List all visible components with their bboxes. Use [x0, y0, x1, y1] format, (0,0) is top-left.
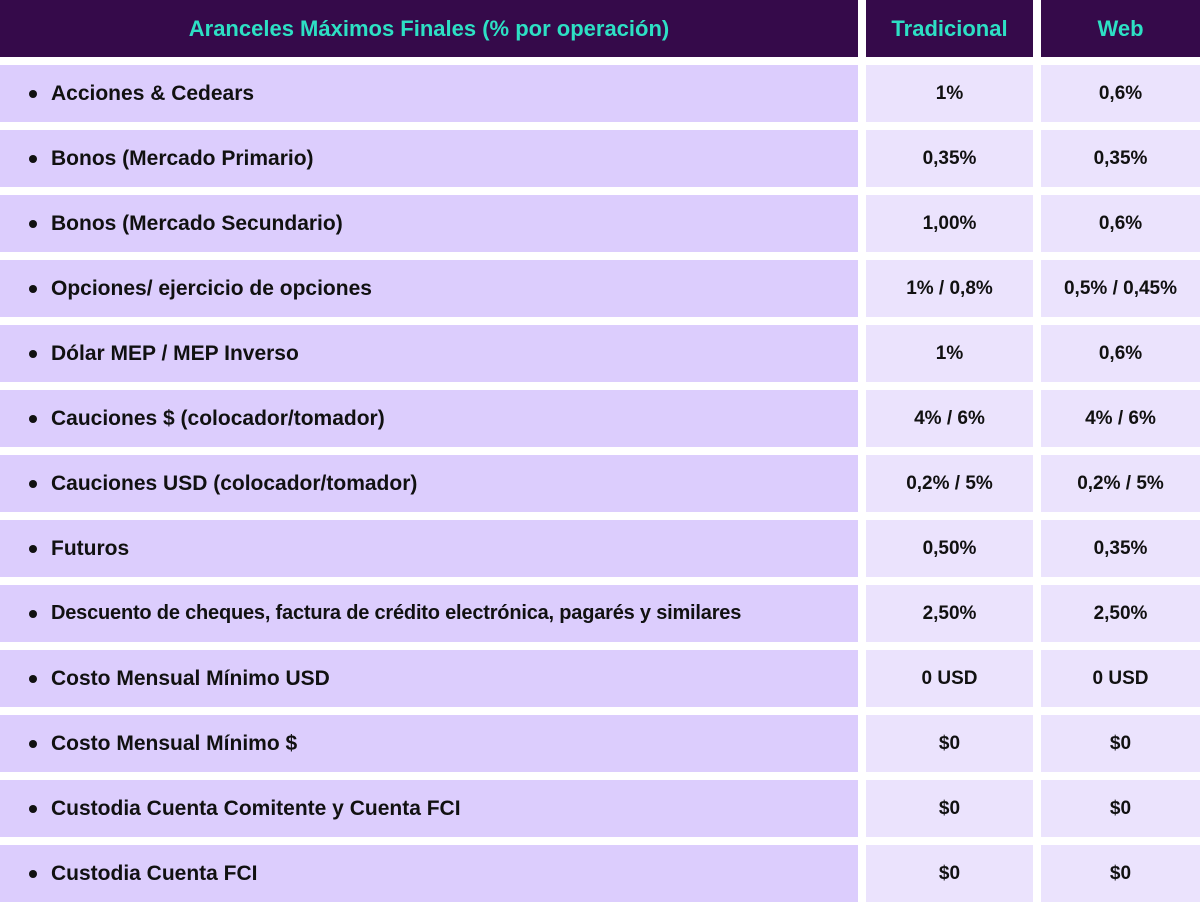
traditional-value: $0: [866, 780, 1033, 837]
concept-label: Costo Mensual Mínimo $: [51, 731, 298, 755]
traditional-value: 0,2% / 5%: [866, 455, 1033, 512]
table-row: [0, 260, 1200, 317]
bullet-icon: [29, 675, 37, 683]
concept-cell: [0, 650, 858, 707]
concept-cell: [0, 390, 858, 447]
traditional-value: $0: [866, 845, 1033, 902]
table-row: [0, 650, 1200, 707]
concept-cell: [0, 520, 858, 577]
traditional-value: 1%: [866, 65, 1033, 122]
web-value: $0: [1041, 780, 1200, 837]
header-traditional: Tradicional: [866, 0, 1033, 57]
web-value: 0 USD: [1041, 650, 1200, 707]
traditional-value: 4% / 6%: [866, 390, 1033, 447]
table-row: [0, 195, 1200, 252]
bullet-icon: [29, 285, 37, 293]
web-value: $0: [1041, 715, 1200, 772]
concept-label: Dólar MEP / MEP Inverso: [51, 341, 299, 365]
bullet-icon: [29, 545, 37, 553]
concept-label: Cauciones $ (colocador/tomador): [51, 406, 385, 430]
concept-label: Opciones/ ejercicio de opciones: [51, 276, 372, 300]
table-row: [0, 325, 1200, 382]
concept-label: Acciones & Cedears: [51, 81, 255, 105]
traditional-value: 0,35%: [866, 130, 1033, 187]
concept-label: Descuento de cheques, factura de crédito electrónica, pagarés y similares: [51, 602, 742, 624]
concept-cell: [0, 130, 858, 187]
header-concept: Aranceles Máximos Finales (% por operación): [0, 0, 858, 57]
web-value: 4% / 6%: [1041, 390, 1200, 447]
table-row: [0, 65, 1200, 122]
concept-label: Costo Mensual Mínimo USD: [51, 666, 330, 690]
table-row: [0, 390, 1200, 447]
bullet-icon: [29, 90, 37, 98]
concept-cell: [0, 455, 858, 512]
bullet-icon: [29, 740, 37, 748]
bullet-icon: [29, 870, 37, 878]
web-value: $0: [1041, 845, 1200, 902]
web-value: 2,50%: [1041, 585, 1200, 642]
traditional-value: 0 USD: [866, 650, 1033, 707]
concept-label: Custodia Cuenta Comitente y Cuenta FCI: [51, 796, 461, 820]
web-value: 0,2% / 5%: [1041, 455, 1200, 512]
concept-label: Bonos (Mercado Secundario): [51, 211, 343, 235]
traditional-value: $0: [866, 715, 1033, 772]
bullet-icon: [29, 480, 37, 488]
table-row: [0, 715, 1200, 772]
bullet-icon: [29, 155, 37, 163]
traditional-value: 1%: [866, 325, 1033, 382]
concept-cell: [0, 65, 858, 122]
concept-cell: [0, 325, 858, 382]
traditional-value: 1% / 0,8%: [866, 260, 1033, 317]
concept-cell: [0, 260, 858, 317]
table-row: [0, 455, 1200, 512]
concept-label: Bonos (Mercado Primario): [51, 146, 314, 170]
concept-label: Cauciones USD (colocador/tomador): [51, 471, 418, 495]
traditional-value: 1,00%: [866, 195, 1033, 252]
web-value: 0,35%: [1041, 520, 1200, 577]
concept-cell: [0, 845, 858, 902]
concept-label: Custodia Cuenta FCI: [51, 861, 258, 885]
concept-cell: [0, 195, 858, 252]
bullet-icon: [29, 220, 37, 228]
concept-cell: [0, 715, 858, 772]
table-row: [0, 780, 1200, 837]
table-row: [0, 585, 1200, 642]
table-row: [0, 130, 1200, 187]
web-value: 0,6%: [1041, 195, 1200, 252]
concept-cell: [0, 780, 858, 837]
concept-label: Futuros: [51, 536, 130, 560]
web-value: 0,6%: [1041, 65, 1200, 122]
bullet-icon: [29, 610, 37, 618]
table-row: [0, 845, 1200, 902]
web-value: 0,6%: [1041, 325, 1200, 382]
bullet-icon: [29, 415, 37, 423]
bullet-icon: [29, 350, 37, 358]
concept-cell: [0, 585, 858, 642]
web-value: 0,5% / 0,45%: [1041, 260, 1200, 317]
bullet-icon: [29, 805, 37, 813]
web-value: 0,35%: [1041, 130, 1200, 187]
table-row: [0, 520, 1200, 577]
header-web: Web: [1041, 0, 1200, 57]
traditional-value: 2,50%: [866, 585, 1033, 642]
traditional-value: 0,50%: [866, 520, 1033, 577]
